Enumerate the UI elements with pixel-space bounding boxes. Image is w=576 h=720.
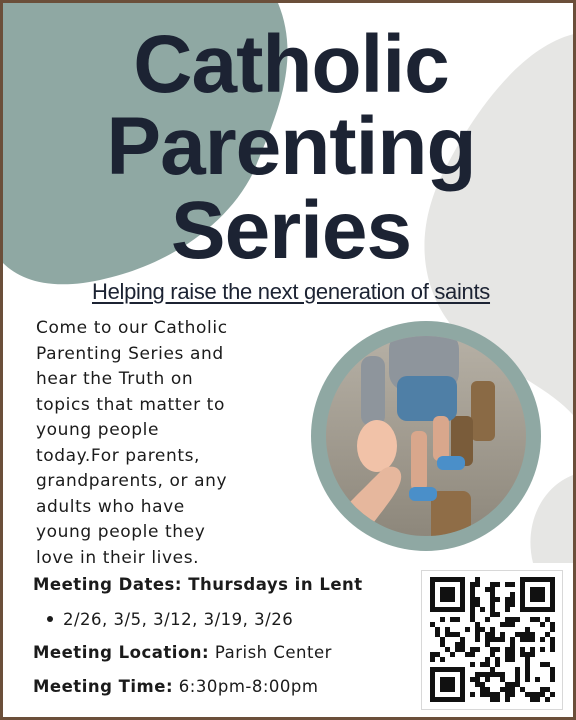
description-line: today.For parents, <box>36 445 201 466</box>
dates-list: 2/26, 3/5, 3/12, 3/19, 3/26 <box>63 610 294 629</box>
circle-photo <box>311 321 541 551</box>
meeting-dates-list <box>47 610 293 629</box>
title-line-1: Catholic <box>133 19 449 110</box>
description-line: young people they <box>36 522 206 542</box>
title-line-3: Series <box>170 185 412 276</box>
child-hand-photo <box>311 321 541 551</box>
meeting-time <box>33 677 318 696</box>
time-label: Meeting Time: <box>33 677 174 696</box>
title-line-2: Parenting <box>106 101 476 192</box>
meeting-location <box>33 643 332 662</box>
bullet-icon <box>47 616 53 622</box>
time-value: 6:30pm-8:00pm <box>178 677 319 696</box>
description-line: topics that matter to <box>36 394 225 415</box>
description-line: Come to our Catholic <box>36 318 228 338</box>
location-value: Parish Center <box>214 643 332 662</box>
description-line: grandparents, or any <box>36 471 228 491</box>
qr-code-graphic <box>422 571 562 709</box>
description-line: Parenting Series and <box>36 343 224 364</box>
location-label: Meeting Location: <box>33 643 210 662</box>
description-line: young people <box>36 420 160 440</box>
meeting-dates <box>33 575 363 594</box>
description <box>36 316 291 571</box>
description-line: hear the Truth on <box>36 369 194 389</box>
qr-code-icon <box>421 570 563 710</box>
description-line: adults who have <box>36 496 185 517</box>
meeting-dates-label: Meeting Dates: Thursdays in Lent <box>33 575 363 594</box>
tagline: Helping raise the next generation of saints <box>91 279 491 304</box>
description-line: love in their lives. <box>36 547 200 568</box>
